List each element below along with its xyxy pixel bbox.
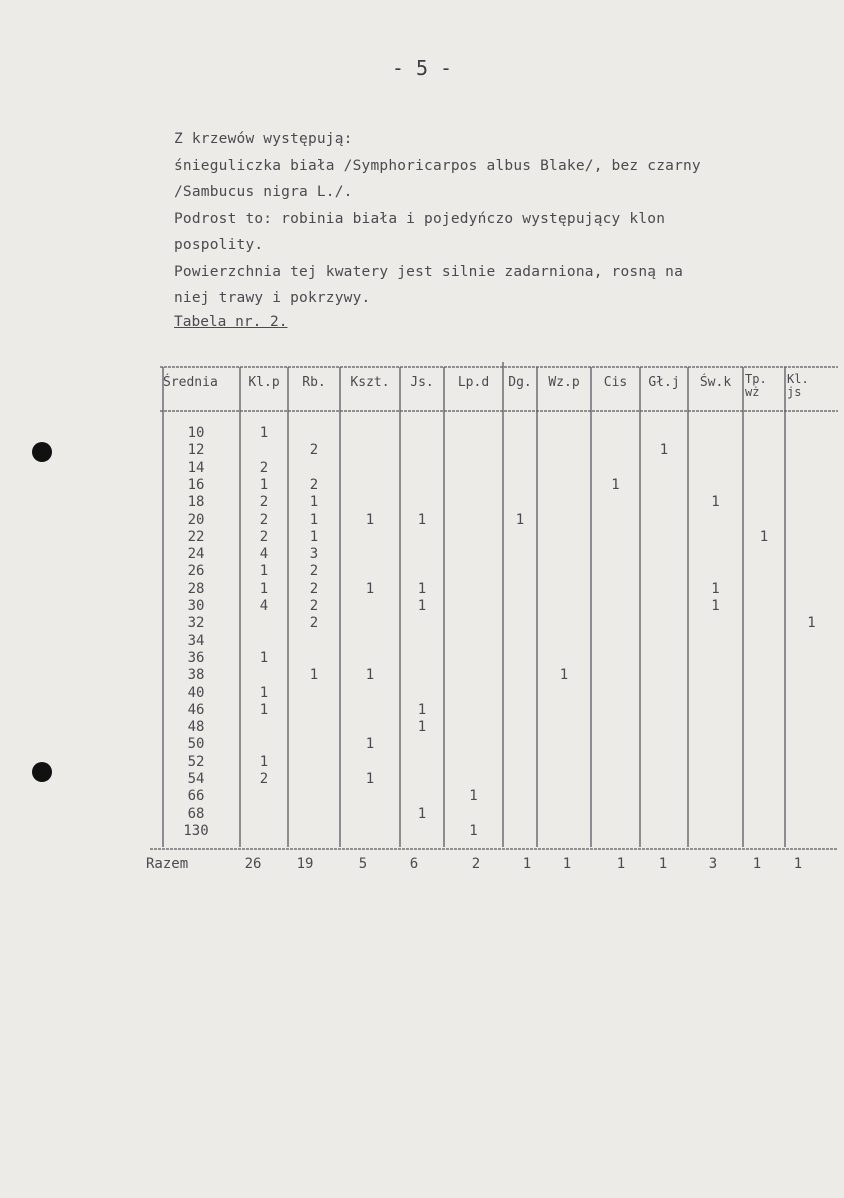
table-cell: 1 <box>417 805 427 822</box>
column-header: Rb. <box>302 375 326 390</box>
column-header: Św.k <box>699 375 732 390</box>
total-value: 1 <box>658 856 668 872</box>
table-cell: 1 <box>259 684 269 701</box>
table-cell: 2 <box>309 442 319 459</box>
total-value: 19 <box>296 856 314 872</box>
table-cell: 3 <box>309 546 319 563</box>
diameter-value: 52 <box>187 753 205 770</box>
diameter-value: 20 <box>187 511 205 528</box>
table-cell: 1 <box>417 598 427 614</box>
table-cell: 1 <box>659 442 669 459</box>
paragraph-line: Podrost to: robinia biała i pojedyńczo występujący klon <box>174 210 666 227</box>
table-cell: 1 <box>259 701 269 718</box>
diameter-value: 54 <box>187 771 205 787</box>
table-cell: 4 <box>259 598 269 614</box>
table-cell: 1 <box>259 649 269 666</box>
column-header: Kl. js <box>787 372 809 399</box>
column-header: Js. <box>410 375 434 390</box>
table-cell: 1 <box>259 580 269 597</box>
diameter-value: 30 <box>187 598 205 614</box>
diameter-value: 36 <box>187 649 205 666</box>
diameter-value: 40 <box>187 684 205 701</box>
table-cell: 2 <box>309 563 319 580</box>
total-value: 6 <box>409 856 419 872</box>
table-caption: Tabela nr. 2. <box>174 314 288 330</box>
total-value: 26 <box>244 856 262 872</box>
table-cell: 1 <box>259 425 269 441</box>
table-cell: 2 <box>309 598 319 614</box>
diameter-value: 28 <box>187 580 205 597</box>
paragraph-line: /Sambucus nigra L./. <box>174 184 353 200</box>
total-value: 1 <box>522 856 532 872</box>
table-cell: 1 <box>309 528 319 545</box>
paragraph-line: Z krzewów występują: <box>174 131 353 147</box>
total-value: 1 <box>616 856 626 872</box>
paragraph-line: pospolity. <box>174 237 264 253</box>
total-value: 5 <box>358 856 368 872</box>
diameter-value: 26 <box>187 563 205 580</box>
diameter-value: 130 <box>183 822 209 839</box>
table-cell: 4 <box>259 546 269 563</box>
paragraph-line: Powierzchnia tej kwatery jest silnie zadarniona, rosną na <box>174 263 683 280</box>
table-cell: 1 <box>469 822 478 839</box>
total-label: Razem <box>146 856 189 872</box>
column-header: Wz.p <box>548 375 580 390</box>
table-cell: 1 <box>365 580 375 597</box>
table-cell: 1 <box>309 667 319 684</box>
table-cell: 1 <box>309 494 319 511</box>
paragraph-line: śnieguliczka biała /Symphoricarpos albus Blake/, bez czarny <box>174 157 701 174</box>
column-header: Średnia <box>163 375 218 390</box>
column-header: Cis <box>603 375 628 390</box>
total-value: 1 <box>562 856 572 872</box>
diameter-value: 68 <box>187 805 205 822</box>
diameter-value: 48 <box>187 719 205 736</box>
total-value: 1 <box>793 856 803 872</box>
table-cell: 1 <box>365 771 375 787</box>
table-cell: 1 <box>711 494 720 511</box>
diameter-value: 24 <box>187 546 205 563</box>
column-header: Lp.d <box>457 375 490 390</box>
table-cell: 1 <box>365 511 375 528</box>
total-value: 1 <box>752 856 762 872</box>
table-cell: 1 <box>309 511 319 528</box>
table-cell: 1 <box>417 701 427 718</box>
table-cell: 1 <box>417 580 427 597</box>
table-cell: 2 <box>259 494 269 511</box>
page-number: - 5 - <box>391 56 453 80</box>
table-cell: 2 <box>259 528 269 545</box>
table-cell: 1 <box>365 736 375 753</box>
table-cell: 1 <box>515 511 525 528</box>
table-cell: 1 <box>611 476 620 493</box>
table-cell: 2 <box>259 771 269 787</box>
table-cell: 1 <box>711 598 720 614</box>
table-cell: 2 <box>309 615 319 632</box>
diameter-value: 18 <box>187 494 205 511</box>
diameter-value: 10 <box>187 425 205 441</box>
total-value: 3 <box>708 856 718 872</box>
diameter-value: 34 <box>187 632 205 649</box>
diameter-value: 16 <box>187 476 205 493</box>
table-cell: 1 <box>807 615 816 632</box>
table-cell: 1 <box>417 511 427 528</box>
table-cell: 1 <box>759 528 769 545</box>
table-cell: 1 <box>259 753 269 770</box>
table-cell: 1 <box>559 667 569 684</box>
table-cell: 1 <box>711 580 720 597</box>
table-cell: 2 <box>309 476 319 493</box>
column-header: Kl.p <box>248 375 280 390</box>
diameter-value: 38 <box>187 667 205 684</box>
column-header: Tp. wż <box>745 372 767 399</box>
table-cell: 2 <box>259 511 269 528</box>
diameter-value: 50 <box>187 736 205 753</box>
table-cell: 1 <box>469 788 478 805</box>
table-cell: 2 <box>259 459 269 476</box>
column-header: Gł.j <box>648 375 680 390</box>
diameter-value: 46 <box>187 701 205 718</box>
column-header: Kszt. <box>350 375 390 390</box>
table-cell: 1 <box>259 476 269 493</box>
column-header: Dg. <box>508 375 532 390</box>
diameter-value: 66 <box>187 788 205 805</box>
paragraph-line: niej trawy i pokrzywy. <box>174 290 371 306</box>
diameter-value: 14 <box>187 459 205 476</box>
table-cell: 1 <box>259 563 269 580</box>
diameter-value: 22 <box>187 528 205 545</box>
table-cell: 2 <box>309 580 319 597</box>
table-cell: 1 <box>417 719 427 736</box>
diameter-value: 12 <box>187 442 205 459</box>
table-cell: 1 <box>365 667 375 684</box>
total-value: 2 <box>471 856 481 872</box>
diameter-value: 32 <box>187 615 205 632</box>
